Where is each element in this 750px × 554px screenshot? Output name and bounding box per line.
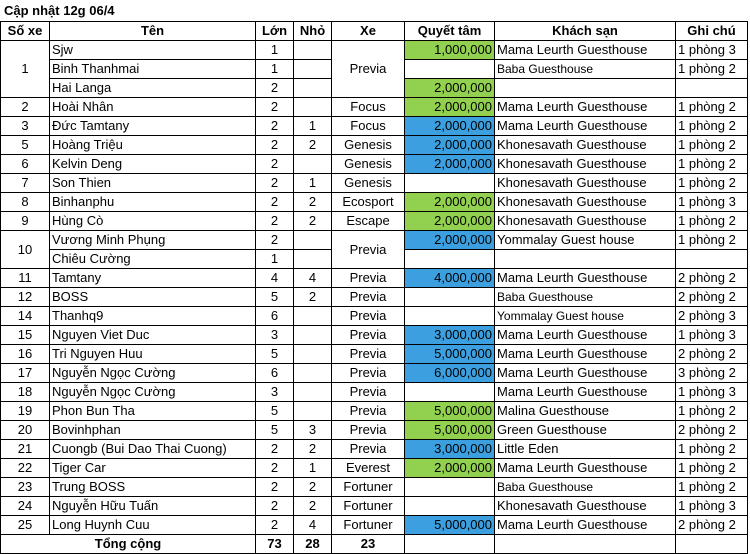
note-cell: 1 phòng 3	[676, 497, 748, 516]
note-cell: 1 phòng 2	[676, 155, 748, 174]
header-xe: Xe	[332, 22, 405, 41]
note-cell: 1 phòng 2	[676, 459, 748, 478]
deposit-cell	[405, 383, 495, 402]
car-model-cell: Focus	[332, 98, 405, 117]
children-cell	[294, 402, 332, 421]
deposit-cell: 2,000,000	[405, 231, 495, 250]
children-cell	[294, 383, 332, 402]
total-label: Tổng cộng	[1, 535, 256, 554]
name-cell: Bovinhphan	[50, 421, 256, 440]
header-nho: Nhỏ	[294, 22, 332, 41]
hotel-cell: Mama Leurth Guesthouse	[495, 41, 676, 60]
note-cell: 1 phòng 3	[676, 193, 748, 212]
adults-cell: 2	[256, 79, 294, 98]
children-cell	[294, 98, 332, 117]
car-model-cell: Previa	[332, 364, 405, 383]
car-number-cell: 6	[1, 155, 50, 174]
table-row	[1, 516, 748, 535]
table-row	[1, 383, 748, 402]
note-cell: 1 phòng 2	[676, 117, 748, 136]
note-cell: 2 phòng 2	[676, 288, 748, 307]
deposit-cell: 2,000,000	[405, 212, 495, 231]
adults-cell: 2	[256, 136, 294, 155]
table-row	[1, 174, 748, 193]
name-cell: Đức Tamtany	[50, 117, 256, 136]
deposit-cell: 4,000,000	[405, 269, 495, 288]
total-ghi-chu	[676, 535, 748, 554]
car-model-cell: Focus	[332, 117, 405, 136]
adults-cell: 5	[256, 402, 294, 421]
name-cell: Binh Thanhmai	[50, 60, 256, 79]
hotel-cell: Mama Leurth Guesthouse	[495, 459, 676, 478]
deposit-cell: 3,000,000	[405, 440, 495, 459]
children-cell	[294, 155, 332, 174]
children-cell	[294, 345, 332, 364]
car-number-cell: 19	[1, 402, 50, 421]
hotel-cell: Yommalay Guest house	[495, 307, 676, 326]
name-cell: Nguyễn Hữu Tuấn	[50, 497, 256, 516]
hotel-cell	[495, 250, 676, 269]
adults-cell: 2	[256, 193, 294, 212]
note-cell: 3 phòng 2	[676, 364, 748, 383]
adults-cell: 3	[256, 326, 294, 345]
name-cell: Thanhq9	[50, 307, 256, 326]
adults-cell: 2	[256, 155, 294, 174]
deposit-cell	[405, 288, 495, 307]
hotel-cell: Khonesavath Guesthouse	[495, 212, 676, 231]
table-row	[1, 440, 748, 459]
car-number-cell: 18	[1, 383, 50, 402]
deposit-cell: 6,000,000	[405, 364, 495, 383]
car-model-cell: Genesis	[332, 155, 405, 174]
car-model-cell: Previa	[332, 231, 405, 269]
hotel-cell: Baba Guesthouse	[495, 60, 676, 79]
adults-cell: 5	[256, 421, 294, 440]
adults-cell: 2	[256, 212, 294, 231]
deposit-cell	[405, 497, 495, 516]
car-model-cell: Previa	[332, 402, 405, 421]
car-number-cell: 16	[1, 345, 50, 364]
table-row	[1, 326, 748, 345]
car-number-cell: 25	[1, 516, 50, 535]
name-cell: Cuongb (Bui Dao Thai Cuong)	[50, 440, 256, 459]
adults-cell: 2	[256, 497, 294, 516]
adults-cell: 2	[256, 98, 294, 117]
hotel-cell: Khonesavath Guesthouse	[495, 193, 676, 212]
hotel-cell: Malina Guesthouse	[495, 402, 676, 421]
children-cell: 2	[294, 136, 332, 155]
car-model-cell: Previa	[332, 326, 405, 345]
name-cell: Hoài Nhân	[50, 98, 256, 117]
name-cell: Nguyen Viet Duc	[50, 326, 256, 345]
deposit-cell	[405, 478, 495, 497]
name-cell: Son Thien	[50, 174, 256, 193]
header-khach-san: Khách sạn	[495, 22, 676, 41]
total-nho: 28	[294, 535, 332, 554]
car-number-cell: 5	[1, 136, 50, 155]
car-model-cell: Ecosport	[332, 193, 405, 212]
adults-cell: 6	[256, 307, 294, 326]
children-cell: 2	[294, 440, 332, 459]
note-cell	[676, 79, 748, 98]
name-cell: Tiger Car	[50, 459, 256, 478]
hotel-cell: Mama Leurth Guesthouse	[495, 345, 676, 364]
hotel-cell: Green Guesthouse	[495, 421, 676, 440]
adults-cell: 1	[256, 250, 294, 269]
table-row	[1, 345, 748, 364]
hotel-cell: Khonesavath Guesthouse	[495, 497, 676, 516]
car-number-cell: 3	[1, 117, 50, 136]
car-number-cell: 8	[1, 193, 50, 212]
header-ghi-chu: Ghi chú	[676, 22, 748, 41]
adults-cell: 2	[256, 478, 294, 497]
adults-cell: 2	[256, 231, 294, 250]
deposit-cell: 2,000,000	[405, 98, 495, 117]
note-cell: 2 phòng 2	[676, 345, 748, 364]
adults-cell: 1	[256, 41, 294, 60]
children-cell: 2	[294, 193, 332, 212]
hotel-cell: Khonesavath Guesthouse	[495, 136, 676, 155]
car-model-cell: Previa	[332, 269, 405, 288]
hotel-cell: Baba Guesthouse	[495, 478, 676, 497]
table-row	[1, 98, 748, 117]
car-model-cell: Previa	[332, 421, 405, 440]
car-model-cell: Escape	[332, 212, 405, 231]
children-cell	[294, 41, 332, 60]
deposit-cell	[405, 174, 495, 193]
adults-cell: 5	[256, 288, 294, 307]
hotel-cell: Baba Guesthouse	[495, 288, 676, 307]
car-number-cell: 11	[1, 269, 50, 288]
car-number-cell: 9	[1, 212, 50, 231]
name-cell: Tamtany	[50, 269, 256, 288]
car-model-cell: Previa	[332, 288, 405, 307]
header-quyet-tam: Quyết tâm	[405, 22, 495, 41]
hotel-cell	[495, 79, 676, 98]
note-cell: 1 phòng 2	[676, 402, 748, 421]
name-cell: Binhanphu	[50, 193, 256, 212]
hotel-cell: Mama Leurth Guesthouse	[495, 117, 676, 136]
car-assignment-table	[0, 21, 748, 554]
adults-cell: 6	[256, 364, 294, 383]
car-model-cell: Previa	[332, 383, 405, 402]
car-number-cell: 22	[1, 459, 50, 478]
hotel-cell: Khonesavath Guesthouse	[495, 155, 676, 174]
hotel-cell: Mama Leurth Guesthouse	[495, 516, 676, 535]
children-cell	[294, 79, 332, 98]
car-number-cell: 20	[1, 421, 50, 440]
children-cell: 2	[294, 288, 332, 307]
table-row	[1, 136, 748, 155]
deposit-cell: 2,000,000	[405, 459, 495, 478]
deposit-cell: 3,000,000	[405, 326, 495, 345]
note-cell: 2 phòng 2	[676, 516, 748, 535]
children-cell	[294, 364, 332, 383]
note-cell: 1 phòng 2	[676, 60, 748, 79]
deposit-cell	[405, 250, 495, 269]
car-model-cell: Fortuner	[332, 497, 405, 516]
car-number-cell: 12	[1, 288, 50, 307]
name-cell: Nguyễn Ngọc Cường	[50, 383, 256, 402]
car-model-cell: Previa	[332, 345, 405, 364]
car-model-cell: Previa	[332, 41, 405, 98]
note-cell: 2 phòng 2	[676, 421, 748, 440]
hotel-cell: Khonesavath Guesthouse	[495, 174, 676, 193]
adults-cell: 2	[256, 174, 294, 193]
name-cell: Hùng Cò	[50, 212, 256, 231]
car-model-cell: Genesis	[332, 174, 405, 193]
deposit-cell: 2,000,000	[405, 117, 495, 136]
table-row	[1, 193, 748, 212]
children-cell: 1	[294, 459, 332, 478]
adults-cell: 2	[256, 440, 294, 459]
children-cell: 1	[294, 174, 332, 193]
car-number-cell: 15	[1, 326, 50, 345]
table-row	[1, 288, 748, 307]
hotel-cell: Mama Leurth Guesthouse	[495, 98, 676, 117]
note-cell: 2 phòng 3	[676, 307, 748, 326]
name-cell: Vương Minh Phụng	[50, 231, 256, 250]
adults-cell: 2	[256, 459, 294, 478]
car-model-cell: Genesis	[332, 136, 405, 155]
deposit-cell: 2,000,000	[405, 79, 495, 98]
car-model-cell: Previa	[332, 307, 405, 326]
total-lon: 73	[256, 535, 294, 554]
hotel-cell: Mama Leurth Guesthouse	[495, 326, 676, 345]
adults-cell: 2	[256, 516, 294, 535]
children-cell	[294, 326, 332, 345]
note-cell: 1 phòng 2	[676, 440, 748, 459]
note-cell: 1 phòng 2	[676, 212, 748, 231]
name-cell: Hai Langa	[50, 79, 256, 98]
sheet-title: Cập nhật 12g 06/4	[4, 3, 115, 18]
children-cell: 2	[294, 497, 332, 516]
deposit-cell: 2,000,000	[405, 193, 495, 212]
children-cell: 1	[294, 117, 332, 136]
hotel-cell: Mama Leurth Guesthouse	[495, 269, 676, 288]
note-cell: 1 phòng 2	[676, 136, 748, 155]
car-model-cell: Everest	[332, 459, 405, 478]
note-cell: 1 phòng 3	[676, 41, 748, 60]
deposit-cell: 5,000,000	[405, 345, 495, 364]
deposit-cell	[405, 307, 495, 326]
name-cell: Hoàng Triệu	[50, 136, 256, 155]
adults-cell: 3	[256, 383, 294, 402]
children-cell: 4	[294, 516, 332, 535]
car-number-cell: 10	[1, 231, 50, 269]
table-row	[1, 117, 748, 136]
car-number-cell: 24	[1, 497, 50, 516]
car-model-cell: Fortuner	[332, 478, 405, 497]
header-so-xe: Số xe	[1, 22, 50, 41]
table-row	[1, 307, 748, 326]
children-cell: 2	[294, 478, 332, 497]
table-row	[1, 231, 748, 250]
adults-cell: 1	[256, 60, 294, 79]
deposit-cell: 2,000,000	[405, 155, 495, 174]
adults-cell: 2	[256, 117, 294, 136]
table-row	[1, 497, 748, 516]
name-cell: Sjw	[50, 41, 256, 60]
children-cell: 3	[294, 421, 332, 440]
table-row	[1, 155, 748, 174]
adults-cell: 4	[256, 269, 294, 288]
hotel-cell: Yommalay Guest house	[495, 231, 676, 250]
table-row	[1, 459, 748, 478]
name-cell: Tri Nguyen Huu	[50, 345, 256, 364]
car-number-cell: 14	[1, 307, 50, 326]
note-cell: 2 phòng 2	[676, 269, 748, 288]
table-row	[1, 402, 748, 421]
car-number-cell: 21	[1, 440, 50, 459]
children-cell: 4	[294, 269, 332, 288]
name-cell: Nguyễn Ngọc Cường	[50, 364, 256, 383]
header-lon: Lớn	[256, 22, 294, 41]
car-number-cell: 17	[1, 364, 50, 383]
total-quyet-tam	[405, 535, 495, 554]
total-xe: 23	[332, 535, 405, 554]
table-row	[1, 212, 748, 231]
hotel-cell: Little Eden	[495, 440, 676, 459]
hotel-cell: Mama Leurth Guesthouse	[495, 364, 676, 383]
header-row	[1, 22, 748, 41]
name-cell: Trung BOSS	[50, 478, 256, 497]
note-cell	[676, 250, 748, 269]
car-number-cell: 1	[1, 41, 50, 98]
table-body	[1, 41, 748, 535]
car-model-cell: Previa	[332, 440, 405, 459]
note-cell: 1 phòng 2	[676, 231, 748, 250]
table-row	[1, 478, 748, 497]
deposit-cell: 2,000,000	[405, 136, 495, 155]
children-cell	[294, 250, 332, 269]
total-khach-san	[495, 535, 676, 554]
adults-cell: 5	[256, 345, 294, 364]
hotel-cell: Mama Leurth Guesthouse	[495, 383, 676, 402]
car-number-cell: 2	[1, 98, 50, 117]
note-cell: 1 phòng 2	[676, 98, 748, 117]
name-cell: Kelvin Deng	[50, 155, 256, 174]
note-cell: 1 phòng 2	[676, 478, 748, 497]
car-number-cell: 7	[1, 174, 50, 193]
total-row	[1, 535, 748, 554]
children-cell: 2	[294, 212, 332, 231]
name-cell: Chiêu Cường	[50, 250, 256, 269]
table-row	[1, 421, 748, 440]
deposit-cell: 5,000,000	[405, 516, 495, 535]
car-number-cell: 23	[1, 478, 50, 497]
deposit-cell: 1,000,000	[405, 41, 495, 60]
name-cell: Long Huynh Cuu	[50, 516, 256, 535]
children-cell	[294, 307, 332, 326]
header-ten: Tên	[50, 22, 256, 41]
note-cell: 1 phòng 3	[676, 383, 748, 402]
table-row	[1, 41, 748, 60]
name-cell: BOSS	[50, 288, 256, 307]
note-cell: 1 phòng 2	[676, 174, 748, 193]
name-cell: Phon Bun Tha	[50, 402, 256, 421]
note-cell: 1 phòng 3	[676, 326, 748, 345]
deposit-cell: 5,000,000	[405, 421, 495, 440]
children-cell	[294, 231, 332, 250]
deposit-cell: 5,000,000	[405, 402, 495, 421]
car-model-cell: Fortuner	[332, 516, 405, 535]
children-cell	[294, 60, 332, 79]
deposit-cell	[405, 60, 495, 79]
table-row	[1, 364, 748, 383]
table-row	[1, 269, 748, 288]
